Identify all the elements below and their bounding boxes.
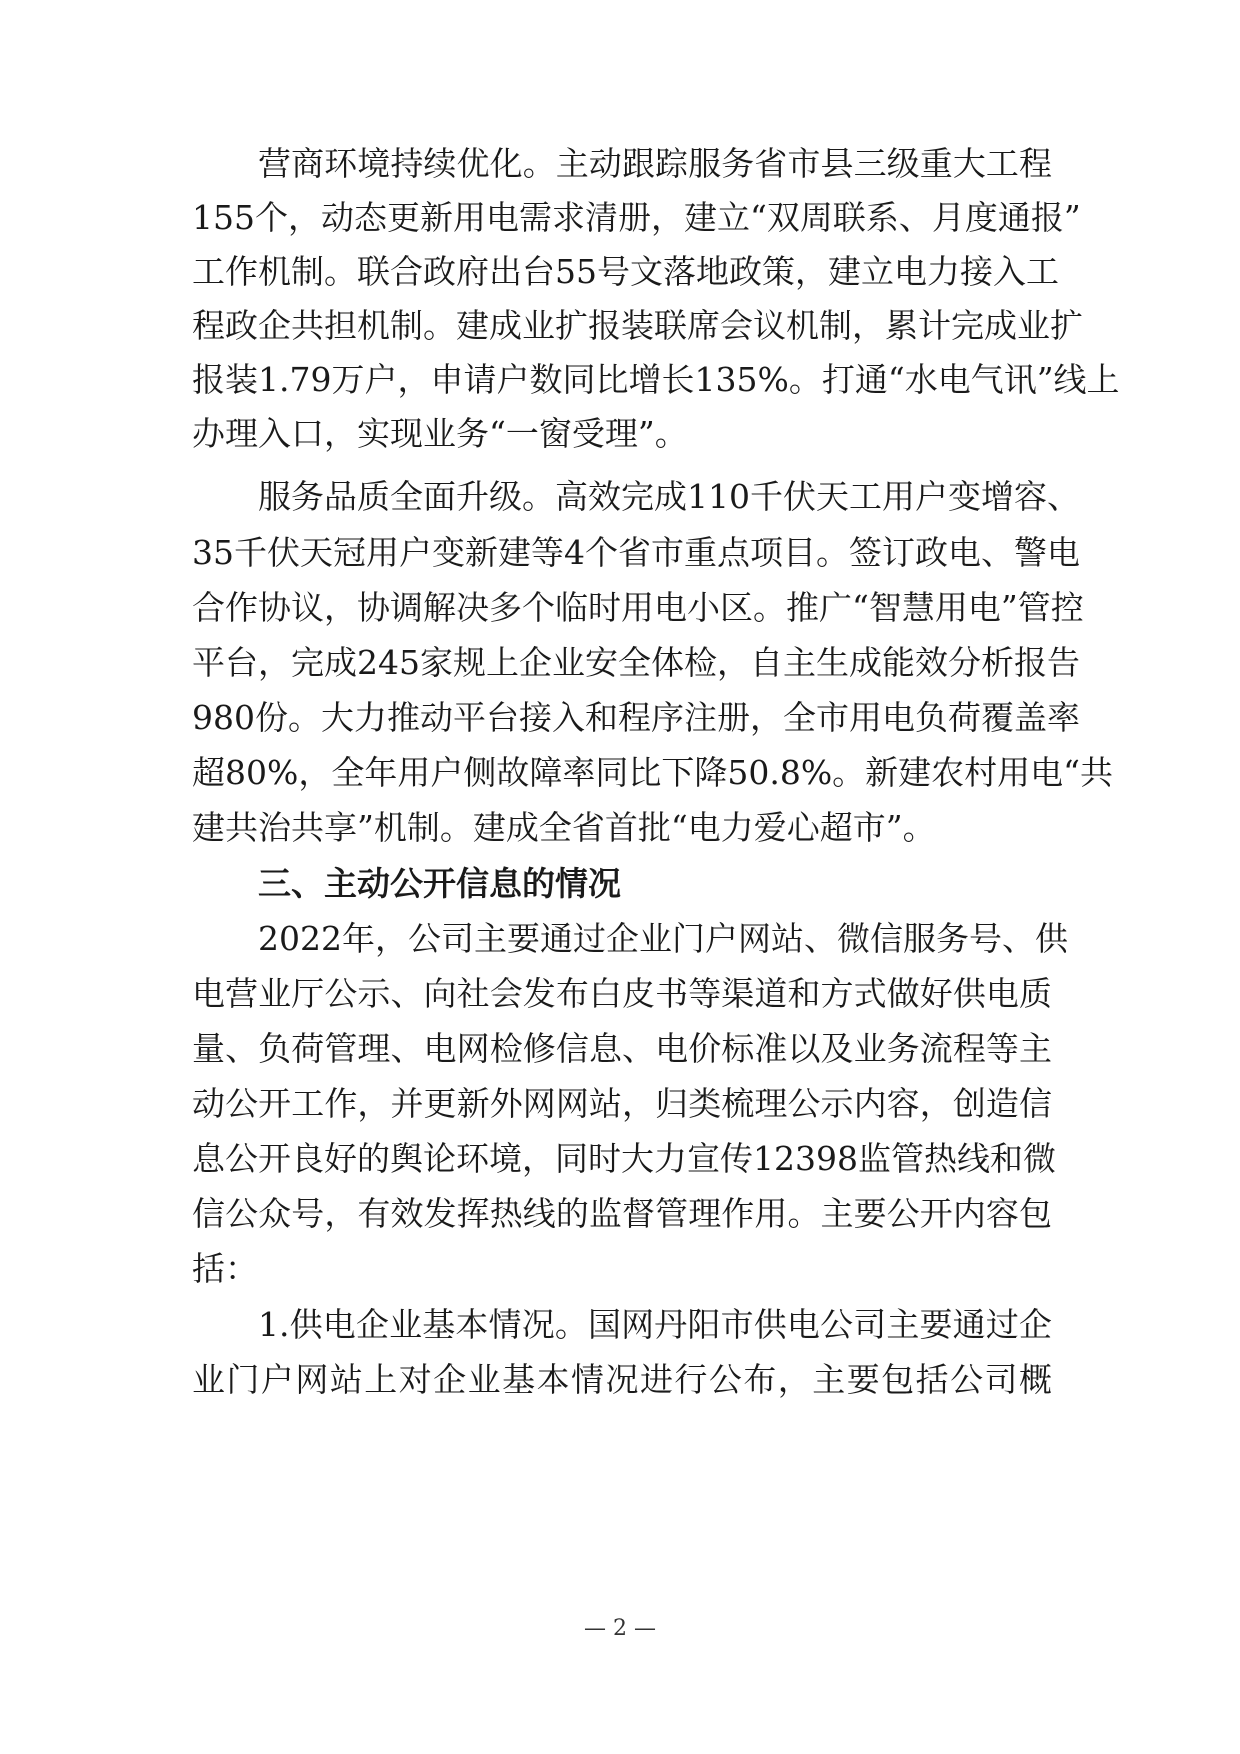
paragraph-line: 980份。大力推动平台接入和程序注册，全市用电负荷覆盖率 xyxy=(192,698,1080,737)
paragraph-line: 电营业厅公示、向社会发布白皮书等渠道和方式做好供电质 xyxy=(192,974,1052,1013)
paragraph-line: 1.供电企业基本情况。国网丹阳市供电公司主要通过企 xyxy=(258,1305,1052,1344)
paragraph-line: 建共治共享”机制。建成全省首批“电力爱心超市”。 xyxy=(192,808,936,847)
paragraph-line: 工作机制。联合政府出台55号文落地政策，建立电力接入工 xyxy=(192,252,1059,291)
page-number: — 2 — xyxy=(584,1616,656,1641)
paragraph-line: 程政企共担机制。建成业扩报装联席会议机制，累计完成业扩 xyxy=(192,306,1083,345)
paragraph-line: 业门户网站上对企业基本情况进行公布，主要包括公司概 xyxy=(192,1360,1052,1399)
paragraph-line: 办理入口，实现业务“一窗受理”。 xyxy=(192,414,688,453)
paragraph-line: 报装1.79万户，申请户数同比增长135%。打通“水电气讯”线上 xyxy=(192,360,1120,399)
paragraph-line: 平台，完成245家规上企业安全体检，自主生成能效分析报告 xyxy=(192,643,1080,682)
paragraph-line: 超80%，全年用户侧故障率同比下降50.8%。新建农村用电“共 xyxy=(192,753,1114,792)
paragraph-line: 2022年，公司主要通过企业门户网站、微信服务号、供 xyxy=(258,919,1068,958)
paragraph-line: 合作协议，协调解决多个临时用电小区。推广“智慧用电”管控 xyxy=(192,588,1084,627)
paragraph-line: 量、负荷管理、电网检修信息、电价标准以及业务流程等主 xyxy=(192,1029,1052,1068)
paragraph-line: 35千伏天冠用户变新建等4个省市重点项目。签订政电、警电 xyxy=(192,533,1080,572)
paragraph-line: 信公众号，有效发挥热线的监督管理作用。主要公开内容包 xyxy=(192,1194,1052,1233)
paragraph-line: 155个，动态更新用电需求清册，建立“双周联系、月度通报” xyxy=(192,198,1081,237)
paragraph-line: 服务品质全面升级。高效完成110千伏天工用户变增容、 xyxy=(258,477,1080,516)
paragraph-line: 括： xyxy=(192,1249,258,1288)
paragraph-line: 营商环境持续优化。主动跟踪服务省市县三级重大工程 xyxy=(258,144,1052,183)
paragraph-line: 息公开良好的舆论环境，同时大力宣传12398监管热线和微 xyxy=(192,1139,1056,1178)
paragraph-line: 动公开工作，并更新外网网站，归类梳理公示内容，创造信 xyxy=(192,1084,1052,1123)
section-heading: 三、主动公开信息的情况 xyxy=(258,864,621,903)
